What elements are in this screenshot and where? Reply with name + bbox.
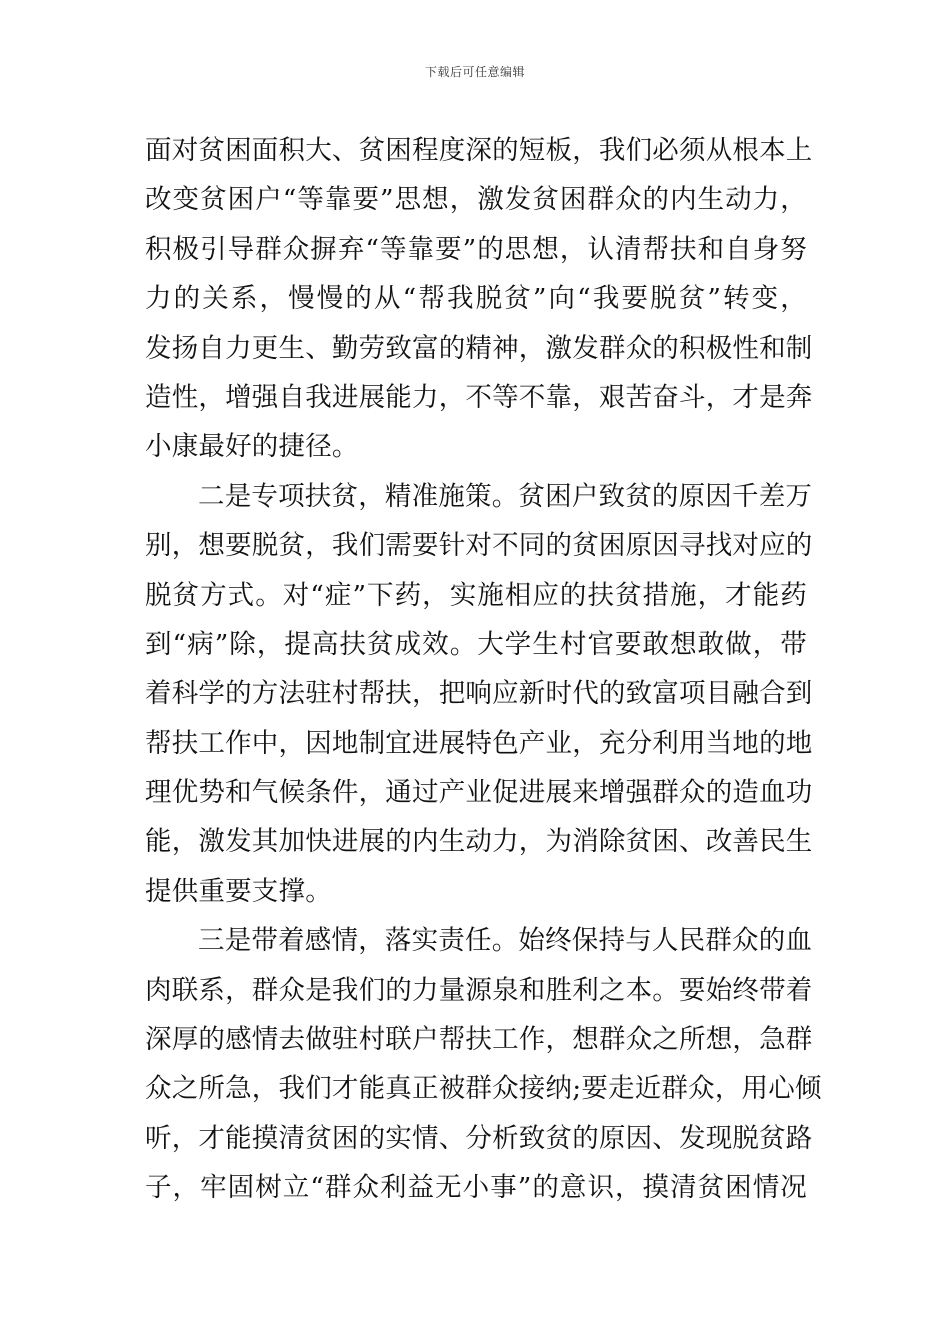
text-line: 子，牢固树立“群众利益无小事”的意识，摸清贫困情况: [145, 1172, 807, 1204]
text-line: 改变贫困户“等靠要”思想，激发贫困群众的内生动力，: [145, 184, 807, 216]
text-line: 力的关系，慢慢的从“帮我脱贫”向“我要脱贫”转变，: [145, 283, 807, 315]
text-line: 众之所急，我们才能真正被群众接纳;要走近群众，用心倾: [145, 1073, 822, 1105]
text-line: 面对贫困面积大、贫困程度深的短板，我们必须从根本上: [145, 135, 813, 166]
text-line: 理优势和气候条件，通过产业促进展来增强群众的造血功: [145, 777, 813, 809]
text-line: 肉联系，群众是我们的力量源泉和胜利之本。要始终带着: [145, 974, 813, 1006]
page-header: 下载后可任意编辑: [424, 65, 525, 79]
text-line: 脱贫方式。对“症”下药，实施相应的扶贫措施，才能药: [145, 579, 807, 611]
paragraph-start-line: 二是专项扶贫，精准施策。贫困户致贫的原因千差万: [198, 480, 813, 512]
body-text: [145, 126, 822, 1213]
text-line: 别，想要脱贫，我们需要针对不同的贫困原因寻找对应的: [145, 530, 813, 562]
text-line: 造性，增强自我进展能力，不等不靠，艰苦奋斗，才是奔: [145, 381, 813, 413]
paragraph-start-line: 三是带着感情，落实责任。始终保持与人民群众的血: [198, 925, 813, 957]
text-line: 到“病”除，提高扶贫成效。大学生村官要敢想敢做，带: [145, 628, 807, 660]
text-line: 着科学的方法驻村帮扶，把响应新时代的致富项目融合到: [145, 678, 813, 710]
text-line: 听，才能摸清贫困的实情、分析致贫的原因、发现脱贫路: [145, 1122, 813, 1154]
text-line: 帮扶工作中，因地制宜进展特色产业，充分利用当地的地: [145, 727, 813, 759]
text-line: 积极引导群众摒弃“等靠要”的思想，认清帮扶和自身努: [145, 233, 807, 265]
text-line: 提供重要支撑。: [145, 875, 332, 907]
text-line: 能，激发其加快进展的内生动力，为消除贫困、改善民生: [145, 826, 813, 858]
text-line: 小康最好的捷径。: [145, 431, 359, 463]
text-line: 发扬自力更生、勤劳致富的精神，激发群众的积极性和制: [145, 332, 813, 364]
text-line: 深厚的感情去做驻村联户帮扶工作，想群众之所想，急群: [145, 1024, 813, 1056]
